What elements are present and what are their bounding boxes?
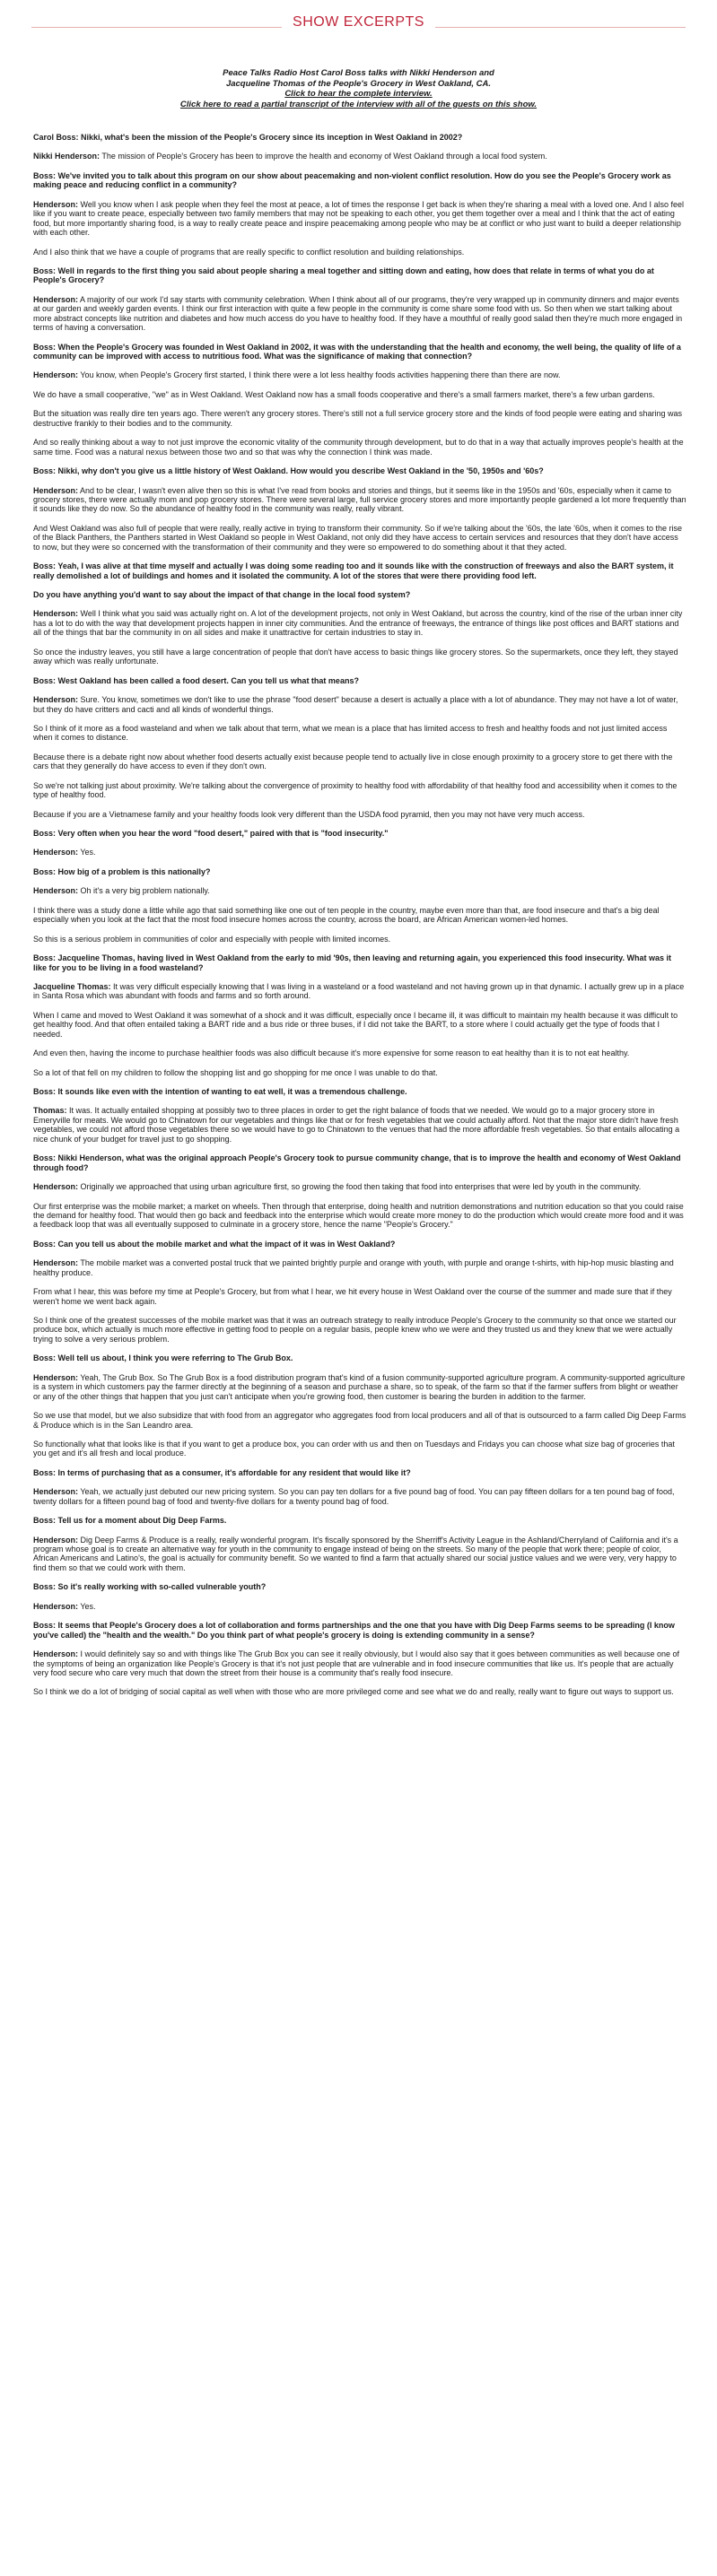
speaker-label: Boss: xyxy=(33,675,57,685)
answer-paragraph xyxy=(33,295,686,333)
paragraph-text: I would definitely say so and with things like The Grub Box you can see it really obviously, but I would also say that it goes between communities as well because one of the symptoms of being an organization like People's Grocery is that it's not just people that are vulnerable and in food insecure communities that like us. It's people that are actually very food secure who care very much that down the street from their house is a community that's really food insecure. xyxy=(33,1649,680,1677)
question-paragraph xyxy=(33,1087,686,1096)
speaker-label: Henderson: xyxy=(33,1601,79,1611)
answer-paragraph xyxy=(33,1049,686,1057)
paragraph-text: Sure. You know, sometimes we don't like to use the phrase "food desert" because a desert is actually a place with a lot of abundance. They may not have a lot of water, but they do have critters and cacti and all kinds of wonderful things. xyxy=(33,695,678,714)
partial-transcript-link[interactable]: Click here to read a partial transcript of the interview with all of the guests on this show. xyxy=(179,99,538,109)
paragraph-text: So it's really working with so-called vulnerable youth? xyxy=(57,1582,267,1592)
answer-paragraph xyxy=(33,695,686,714)
answer-paragraph xyxy=(33,1487,686,1506)
answer-paragraph xyxy=(33,886,686,895)
intro-line: Jacqueline Thomas of the People's Grocery in West Oakland, CA. xyxy=(225,78,492,89)
paragraph-text: Originally we approached that using urban agriculture first, so growing the food then taking that food into enterprises that were led by youth in the community. xyxy=(80,1182,642,1192)
answer-paragraph xyxy=(33,524,686,552)
paragraph-text: Very often when you hear the word "food desert," paired with that is "food insecurity." xyxy=(57,829,389,838)
question-paragraph xyxy=(33,561,686,580)
paragraph-text: So we're not talking just about proximity. We're talking about the convergence of proximity to healthy food with affordability of that healthy food and accessibility when it comes to the type of healthy food. xyxy=(33,780,678,800)
paragraph-text: The mission of People's Grocery has been to improve the health and economy of West Oakland through a local food system. xyxy=(101,152,547,161)
paragraph-text: Do you have anything you'd want to say about the impact of that change in the local food system? xyxy=(33,590,411,599)
paragraph-text: So I think we do a lot of bridging of social capital as well when with those who are more privileged come and see what we do and really, really want to figure out ways to support us. xyxy=(33,1687,674,1697)
speaker-label: Henderson: xyxy=(33,1487,79,1497)
question-paragraph xyxy=(33,1353,686,1362)
answer-paragraph xyxy=(33,906,686,925)
paragraph-text: Jacqueline Thomas, having lived in West Oakland from the early to mid '90s, then leaving and returning again, you experienced this food insecurity. What was it like for you to be living in a food wasteland? xyxy=(33,953,671,972)
header xyxy=(0,14,717,31)
speaker-label: Henderson: xyxy=(33,485,79,495)
paragraph-text: Yeah, we actually just debuted our new pricing system. So you can pay ten dollars for a five pound bag of food. You can pay fifteen dollars for a ten pound bag of food, twenty dollars for a fifteen pound bag of food and twenty-five dollars for a twenty pound bag of food. xyxy=(33,1487,675,1506)
paragraph-text: And West Oakland was also full of people that were really, really active in trying to transform their community. So if we're talking about the '60s, the late '60s, when it comes to the rise of the Black Panthers, the Panthers started in West Oakland so people in West Oakland, not only did they have access to certain services and resources that they don't have access to now, but they were so concerned with the transformation of their community and they were so empowered to do something about it that they acted. xyxy=(33,523,683,552)
question-paragraph xyxy=(33,466,686,475)
paragraph-text: The mobile market was a converted postal truck that we painted brightly purple and orange with youth, with purple and orange t-shirts, with hip-hop music blasting and healthy produce. xyxy=(33,1258,674,1277)
question-paragraph xyxy=(33,1621,686,1640)
paragraph-text: Dig Deep Farms & Produce is a really, really wonderful program. It's fiscally sponsored by the Sherriff's Activity League in the Ashland/Cherryland of California and it's a program whose goal is to create an alternative way for youth in the community to engage instead of being on the streets. So many of the people that work there; people of color, African Americans and Latino's, the goal is actually for community benefit. So we wanted to find a farm that actually shared our social justice values and we were very, very happy to find them so that we could work with them. xyxy=(33,1535,678,1572)
question-paragraph xyxy=(33,1153,686,1172)
answer-paragraph xyxy=(33,1536,686,1573)
speaker-label: Henderson: xyxy=(33,695,79,705)
paragraph-text: You know, when People's Grocery first started, I think there were a lot less healthy foods activities happening there than there are now. xyxy=(80,370,561,380)
answer-paragraph xyxy=(33,1687,686,1696)
paragraph-text: Yes. xyxy=(80,1601,96,1611)
paragraph-text: We've invited you to talk about this program on our show about peacemaking and non-violent conflict resolution. How do you see the People's Grocery work as making peace and reducing conflict in a community? xyxy=(33,170,671,190)
speaker-label: Boss: xyxy=(33,1087,57,1096)
speaker-label: Boss: xyxy=(33,561,57,571)
speaker-label: Henderson: xyxy=(33,1535,79,1545)
speaker-label: Henderson: xyxy=(33,199,79,209)
paragraph-text: Oh it's a very big problem nationally. xyxy=(80,886,210,896)
speaker-label: Henderson: xyxy=(33,1649,79,1659)
paragraph-text: Nikki Henderson, what was the original approach People's Grocery took to pursue community change, that is to improve the health and economy of West Oakland through food? xyxy=(33,1153,681,1172)
question-paragraph xyxy=(33,266,686,285)
speaker-label: Boss: xyxy=(33,466,57,476)
paragraph-text: We do have a small cooperative, "we" as in West Oakland. West Oakland now has a small foods cooperative and there's a small farmers market, there's a few urban gardens. xyxy=(33,389,655,399)
speaker-label: Boss: xyxy=(33,1582,57,1592)
question-paragraph xyxy=(33,133,686,142)
paragraph-text: Nikki, what's been the mission of the People's Grocery since its inception in West Oakland in 2002? xyxy=(81,133,463,142)
paragraph-text: Yes. xyxy=(80,848,96,857)
speaker-label: Boss: xyxy=(33,265,57,275)
paragraph-text: And to be clear, I wasn't even alive then so this is what I've read from books and stories and things, but it seems like in the 1950s and '60s, especially when it came to grocery stores, there were actually mom and pop grocery stores. There were several large, full service grocery stores and more importantly people gardened a lot more frequently than it sounds like they do now. So the abundance of healthy food in the community was really, really vibrant. xyxy=(33,485,686,514)
paragraph-text: Can you tell us about the mobile market and what the impact of it was in West Oakland? xyxy=(57,1239,396,1249)
speaker-label: Boss: xyxy=(33,1467,57,1477)
paragraph-text: So functionally what that looks like is that if you want to get a produce box, you can order with us and then on Tuesdays and Fridays you can choose what size bag of groceries that you get and it's all fresh and local produce. xyxy=(33,1439,675,1458)
answer-paragraph xyxy=(33,982,686,1001)
paragraph-text: So we use that model, but we also subsidize that with food from an aggregator who aggregates food from local producers and all of that is outsourced to a farm called Dig Deep Farms & Produce which is in the San Leandro area. xyxy=(33,1411,686,1430)
speaker-label: Boss: xyxy=(33,829,57,838)
question-paragraph xyxy=(33,676,686,685)
answer-paragraph xyxy=(33,248,686,257)
paragraph-text: It was very difficult especially knowing that I was living in a wasteland or a food wasteland and not having grown up in that dynamic. I actually grew up in a place in Santa Rosa which was abundant with foods and farms and so forth around. xyxy=(33,981,685,1001)
speaker-label: Henderson: xyxy=(33,294,79,304)
answer-paragraph xyxy=(33,1440,686,1458)
answer-paragraph xyxy=(33,1202,686,1230)
paragraph-text: And I also think that we have a couple of programs that are really specific to conflict resolution and building relationships. xyxy=(33,247,465,257)
question-paragraph xyxy=(33,953,686,972)
answer-paragraph xyxy=(33,152,686,161)
speaker-label: Henderson: xyxy=(33,1258,79,1268)
answer-paragraph xyxy=(33,1649,686,1677)
paragraph-text: A majority of our work I'd say starts with community celebration. When I think about all of our programs, they're very wrapped up in community dinners and major events at our garden and weekly garden events. I think our first interaction with quite a few people in the community is come share some food with us. So then when we start talking about more abstract concepts like nutrition and diabetes and how much access do you have to healthy food. If they have a mouthful of really good salad then they're much more engaged in terms of having a conversation. xyxy=(33,294,683,333)
speaker-label: Henderson: xyxy=(33,886,79,896)
complete-interview-link[interactable]: Click to hear the complete interview. xyxy=(284,89,433,100)
paragraph-text: So once the industry leaves, you still have a large concentration of people that don't have access to basic things like grocery stores. So the supermarkets, once they left, they stayed away which was really unfortunate. xyxy=(33,647,678,666)
speaker-label: Boss: xyxy=(33,953,57,963)
paragraph-text: Well in regards to the first thing you said about people sharing a meal together and sitting down and eating, how does that relate in terms of what you do at People's Grocery? xyxy=(33,265,654,285)
paragraph-text: Our first enterprise was the mobile market; a market on wheels. Then through that enterprise, doing health and nutrition demonstrations and nutrition education so that you could raise the demand for healthy food. That would then go back and feedback into the enterprise which would create more money to do the production which would create more food and it was a feedback loop that was all eventually supposed to culminate in a grocery store, hence the name "People's Grocery." xyxy=(33,1201,684,1230)
answer-paragraph xyxy=(33,648,686,666)
paragraph-text: So I think of it more as a food wasteland and when we talk about that term, what we mean is a place that has limited access to fresh and healthy foods and not just limited access when it comes to distance. xyxy=(33,723,668,743)
speaker-label: Nikki Henderson: xyxy=(33,152,101,161)
paragraph-text: So I think one of the greatest successes of the mobile market was that it was an outreach strategy to really introduce People's Grocery to the community so that once we started our produce box, which actually is much more effective in getting food to people on a regular basis, people knew who we were and they trusted us and they knew that we were actually trying to solve a very serious problem. xyxy=(33,1316,677,1344)
answer-paragraph xyxy=(33,409,686,428)
answer-paragraph xyxy=(33,1068,686,1077)
answer-paragraph xyxy=(33,390,686,399)
speaker-label: Boss: xyxy=(33,866,57,876)
answer-paragraph xyxy=(33,370,686,379)
answer-paragraph xyxy=(33,753,686,771)
answer-paragraph xyxy=(33,935,686,944)
question-paragraph xyxy=(33,1516,686,1525)
paragraph-text: West Oakland has been called a food desert. Can you tell us what that means? xyxy=(57,675,359,685)
paragraph-text: I think there was a study done a little while ago that said something like one out of ten people in the country, maybe even more than that, are food insecure and that's a big deal especially when you look at the fact that the most food insecure homes across the country, across the board, are African American women-led homes. xyxy=(33,905,660,925)
paragraph-text: In terms of purchasing that as a consumer, it's affordable for any resident that would like it? xyxy=(57,1467,411,1477)
answer-paragraph xyxy=(33,1287,686,1306)
answer-paragraph xyxy=(33,1011,686,1039)
intro-block xyxy=(0,68,717,109)
intro-line: Peace Talks Radio Host Carol Boss talks with Nikki Henderson and xyxy=(223,68,494,78)
speaker-label: Boss: xyxy=(33,1621,57,1631)
answer-paragraph xyxy=(33,724,686,743)
paragraph-text: So this is a serious problem in communities of color and especially with people with limited incomes. xyxy=(33,934,391,944)
paragraph-text: Well tell us about, I think you were referring to The Grub Box. xyxy=(57,1353,293,1363)
answer-paragraph xyxy=(33,1373,686,1401)
paragraph-text: It was. It actually entailed shopping at possibly two to three places in order to get the right balance of foods that we needed. We would go to a major grocery store in Emeryville for meats. We would go to Chinatown for our vegetables and things like that or for fresh vegetables that we could actually afford. Not that the major store didn't have fresh vegetables, we could not afford those vegetables there so we would have to go to Chinatown to the venues that had the more affordable fresh vegetables. So that entails allocating a nice chunk of your budget for travel just to go shopping. xyxy=(33,1106,680,1144)
paragraph-text: So a lot of that fell on my children to follow the shopping list and go shopping for me once I was unable to do that. xyxy=(33,1067,438,1077)
speaker-label: Henderson: xyxy=(33,848,79,857)
answer-paragraph xyxy=(33,1602,686,1611)
speaker-label: Boss: xyxy=(33,170,57,180)
paragraph-text: Tell us for a moment about Dig Deep Farms. xyxy=(57,1516,227,1526)
speaker-label: Boss: xyxy=(33,1353,57,1363)
speaker-label: Henderson: xyxy=(33,370,79,380)
paragraph-text: And even then, having the income to purchase healthier foods was also difficult because it's more expensive for some reason to eat healthy than it is to not eat healthy. xyxy=(33,1049,630,1058)
answer-paragraph xyxy=(33,438,686,457)
answer-paragraph xyxy=(33,848,686,857)
paragraph-text: From what I hear, this was before my time at People's Grocery, but from what I hear, we hit every house in West Oakland over the course of the summer and made sure that if they weren't home we went back again. xyxy=(33,1287,672,1306)
speaker-label: Thomas: xyxy=(33,1106,67,1116)
speaker-label: Henderson: xyxy=(33,1182,79,1192)
answer-paragraph xyxy=(33,486,686,514)
speaker-label: Boss: xyxy=(33,1153,57,1163)
paragraph-text: Nikki, why don't you give us a little history of West Oakland. How would you describe West Oakland in the '50, 1950s and '60s? xyxy=(57,466,544,476)
speaker-label: Jacqueline Thomas: xyxy=(33,981,111,991)
answer-paragraph xyxy=(33,810,686,819)
paragraph-text: How big of a problem is this nationally? xyxy=(57,866,211,876)
question-paragraph xyxy=(33,867,686,876)
answer-paragraph xyxy=(33,1316,686,1344)
paragraph-text: Yeah, The Grub Box. So The Grub Box is a food distribution program that's kind of a fusion community-supported agriculture program. A community-supported agriculture is a system in which customers pay the farmer directly at the beginning of a season and purchase a share, so to speak, of the farm so that if the farmer suffers from blight or weather or any of the other things that happen that you just can't anticipate when you're growing food, then customer is bearing the burden in addition to the farmer. xyxy=(33,1372,686,1401)
paragraph-text: Yeah, I was alive at that time myself and actually I was doing some reading too and it sounds like with the construction of freeways and also the BART system, it really demolished a lot of buildings and homes and it isolated the community. A lot of the stores that were there providing food left. xyxy=(33,561,674,580)
question-paragraph xyxy=(33,1468,686,1477)
paragraph-text: When I came and moved to West Oakland it was somewhat of a shock and it was difficult, especially once I became ill, it was difficult to maintain my health because it was difficult to get healthy food. And that often entailed taking a BART ride and a bus ride or three buses, if I did not take the BART, to a store where I could actually get the type of foods that I needed. xyxy=(33,1010,678,1039)
paragraph-text: Well I think what you said was actually right on. A lot of the development projects, not only in West Oakland, but across the country, kind of the rise of the urban inner city has a lot to do with the way that development projects happen in inner city communities. And the entrance of freeways, the entrance of things like post offices and BART stations and all of the things that bar the community in on all sides and make it unattractive for certain industries to stay in. xyxy=(33,609,683,638)
speaker-label: Henderson: xyxy=(33,1372,79,1382)
speaker-label: Boss: xyxy=(33,342,57,352)
answer-paragraph xyxy=(33,781,686,800)
answer-paragraph xyxy=(33,609,686,637)
question-paragraph xyxy=(33,829,686,838)
answer-paragraph xyxy=(33,1182,686,1191)
answer-paragraph xyxy=(33,1258,686,1277)
paragraph-text: Because there is a debate right now about whether food deserts actually exist because people tend to actually live in close enough proximity to a grocery store to get there with the cars that they generally do have access to even if they don't own. xyxy=(33,752,673,771)
paragraph-text: It sounds like even with the intention of wanting to eat well, it was a tremendous challenge. xyxy=(57,1087,407,1096)
speaker-label: Carol Boss: xyxy=(33,133,79,142)
paragraph-text: And so really thinking about a way to not just improve the economic vitality of the community through development, but to do that in a way that actually improves people's health at the same time. Food was a natural nexus between those two and so that was why the connection I think was made. xyxy=(33,438,684,457)
speaker-label: Henderson: xyxy=(33,609,79,619)
speaker-label: Boss: xyxy=(33,1239,57,1249)
paragraph-text: When the People's Grocery was founded in West Oakland in 2002, it was with the understanding that the health and economy, the well being, the quality of life of a community can be improved with access to nutritious food. What was the significance of making that connection? xyxy=(33,342,681,361)
speaker-label: Boss: xyxy=(33,1516,57,1526)
question-paragraph xyxy=(33,1582,686,1591)
answer-paragraph xyxy=(33,200,686,238)
paragraph-text: It seems that People's Grocery does a lot of collaboration and forms partnerships and the one that you have with Dig Deep Farms seems to be spreading (I know you've called) the "health and the wealth." Do you think part of what people's grocery is doing is extending community in a sense? xyxy=(33,1621,675,1640)
question-paragraph xyxy=(33,590,686,599)
paragraph-text: But the situation was really dire ten years ago. There weren't any grocery stores. There's still not a full service grocery store and the kinds of food people were eating and sharing was destructive frankly to their bodies and to the community. xyxy=(33,409,682,428)
paragraph-text: Because if you are a Vietnamese family and your healthy foods look very different than the USDA food pyramid, then you may not have very much access. xyxy=(33,809,585,819)
paragraph-text: Well you know when I ask people when they feel the most at peace, a lot of times the response I get back is when they're sharing a meal with a loved one. And I also feel like if you want to create peace, especially between two family members that may not be speaking to each other, you get them together over a meal and I think that the act of eating food, but more importantly sharing food, is a way to really create peace and inspire peacemaking among people who may be at conflict or who just want to build a deeper relationship with each other. xyxy=(33,199,684,238)
answer-paragraph xyxy=(33,1411,686,1430)
answer-paragraph xyxy=(33,1106,686,1144)
transcript xyxy=(33,133,686,1707)
question-paragraph xyxy=(33,1240,686,1249)
question-paragraph xyxy=(33,171,686,190)
question-paragraph xyxy=(33,343,686,361)
page-title: SHOW EXCERPTS xyxy=(282,14,435,31)
